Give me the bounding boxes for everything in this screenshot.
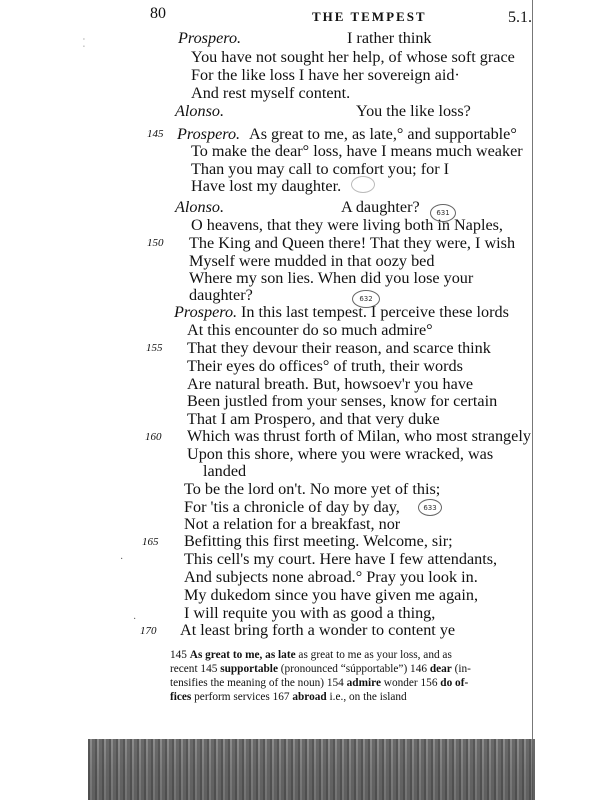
verse-line: To make the dear° loss, have I means much weaker [191,142,523,160]
verse-line: In this last tempest. I perceive these lords [241,303,509,321]
handwritten-annotation: 631 [430,204,456,222]
verse-line: Which was thrust forth of Milan, who most strangely [187,427,531,445]
footnote-number: 146 [410,663,427,675]
footnote-number: 145 [200,663,218,675]
footnote-gloss: i.e., on the island [326,691,407,703]
verse-line: The King and Queen there! That they were, I wish [189,234,516,252]
footnote-line [170,692,407,703]
handwritten-annotation: 632 [352,290,380,308]
verse-line: Been justled from your senses, know for certain [187,392,498,410]
margin-speckle: ⁚ [82,36,86,50]
footnote-lemma: admire [346,677,381,689]
line-number: 145 [147,128,164,140]
verse-line: Where my son lies. When did you lose your [189,269,474,287]
speaker-label: Alonso. [175,198,225,216]
footnote-lemma: fices [170,691,192,703]
footnote-line [170,678,468,689]
verse-line: To be the lord on't. No more yet of this; [184,480,441,498]
footnote-number: 167 [272,691,290,703]
verse-line: daughter? [189,286,253,304]
pencil-circle-mark [351,176,375,193]
footnote-lemma: As great to me, as late [189,649,296,661]
verse-line: You have not sought her help, of whose soft grace [191,48,515,66]
book-title: THE TEMPEST [312,9,427,24]
footnote-number: 154 [326,677,344,689]
margin-speck: · [133,614,137,625]
act-scene: 5.1. [508,9,532,26]
speaker-label: Alonso. [175,102,225,120]
footnote-number: 156 [420,677,438,689]
verse-line: You the like loss? [356,102,471,120]
speaker-label: Prospero. [177,125,241,143]
verse-line: My dukedom since you have given me again, [184,586,478,604]
footnote-gloss: wonder [380,677,418,689]
line-number: 150 [147,237,164,249]
verse-line: That I am Prospero, and that very duke [187,410,440,428]
verse-line: Not a relation for a breakfast, nor [184,515,401,533]
verse-line: I will requite you with as good a thing, [184,604,436,622]
verse-line: And subjects none abroad.° Pray you look in. [184,568,478,586]
verse-line: I rather think [347,29,432,47]
footnote-gloss: (in- [451,663,471,675]
line-number: 170 [140,625,157,637]
footnote-number: 145 [170,649,187,661]
verse-line: Myself were mudded in that oozy bed [189,252,435,270]
handwritten-annotation: 633 [418,499,442,516]
verse-line: This cell's my court. Here have I few attendants, [184,550,498,568]
line-number: 160 [145,431,162,443]
footnote-lemma: dear [429,663,452,675]
verse-line: Have lost my daughter. [191,177,342,195]
margin-speck: · [120,554,124,565]
page-number: 80 [150,5,166,22]
verse-line: A daughter? [341,198,420,216]
verse-line: For the like loss I have her sovereign aid· [191,66,460,84]
footnote-lemma: supportable [220,663,278,675]
footnote-gloss: recent [170,663,198,675]
verse-line: For 'tis a chronicle of day by day, [184,498,400,516]
verse-line: Than you may call to comfort you; for I [191,160,450,178]
verse-line: Are natural breath. But, howsoev'r you have [187,375,474,393]
footnote-gloss: tensifies the meaning of the noun) [170,677,325,689]
footnote-gloss: perform services [191,691,270,703]
verse-line: That they devour their reason, and scarce think [187,339,491,357]
footnote-line [170,650,452,661]
verse-line: Befitting this first meeting. Welcome, sir; [184,532,453,550]
verse-line: Upon this shore, where you were wracked, was [187,445,494,463]
verse-line: At least bring forth a wonder to content ye [180,621,456,639]
footnote-lemma: do of- [440,677,469,689]
footnote-line [170,664,471,675]
verse-line: As great to me, as late,° and supportable° [249,125,517,143]
verse-line: O heavens, that they were living both in Naples, [191,216,503,234]
speaker-label: Prospero. [178,29,242,47]
line-number: 155 [146,342,163,354]
scan-shadow [88,739,535,800]
verse-line: landed [203,462,247,480]
verse-line: And rest myself content. [191,84,351,102]
footnote-gloss: (pronounced “súpportable”) [277,663,408,675]
footnote-lemma: abroad [292,691,327,703]
binding-shadow-line [532,0,533,800]
verse-line: At this encounter do so much admire° [187,321,433,339]
footnote-gloss: as great to me as your loss, and as [295,649,452,661]
line-number: 165 [142,536,159,548]
verse-line: Their eyes do offices° of truth, their words [187,357,463,375]
speaker-label: Prospero. [174,303,238,321]
